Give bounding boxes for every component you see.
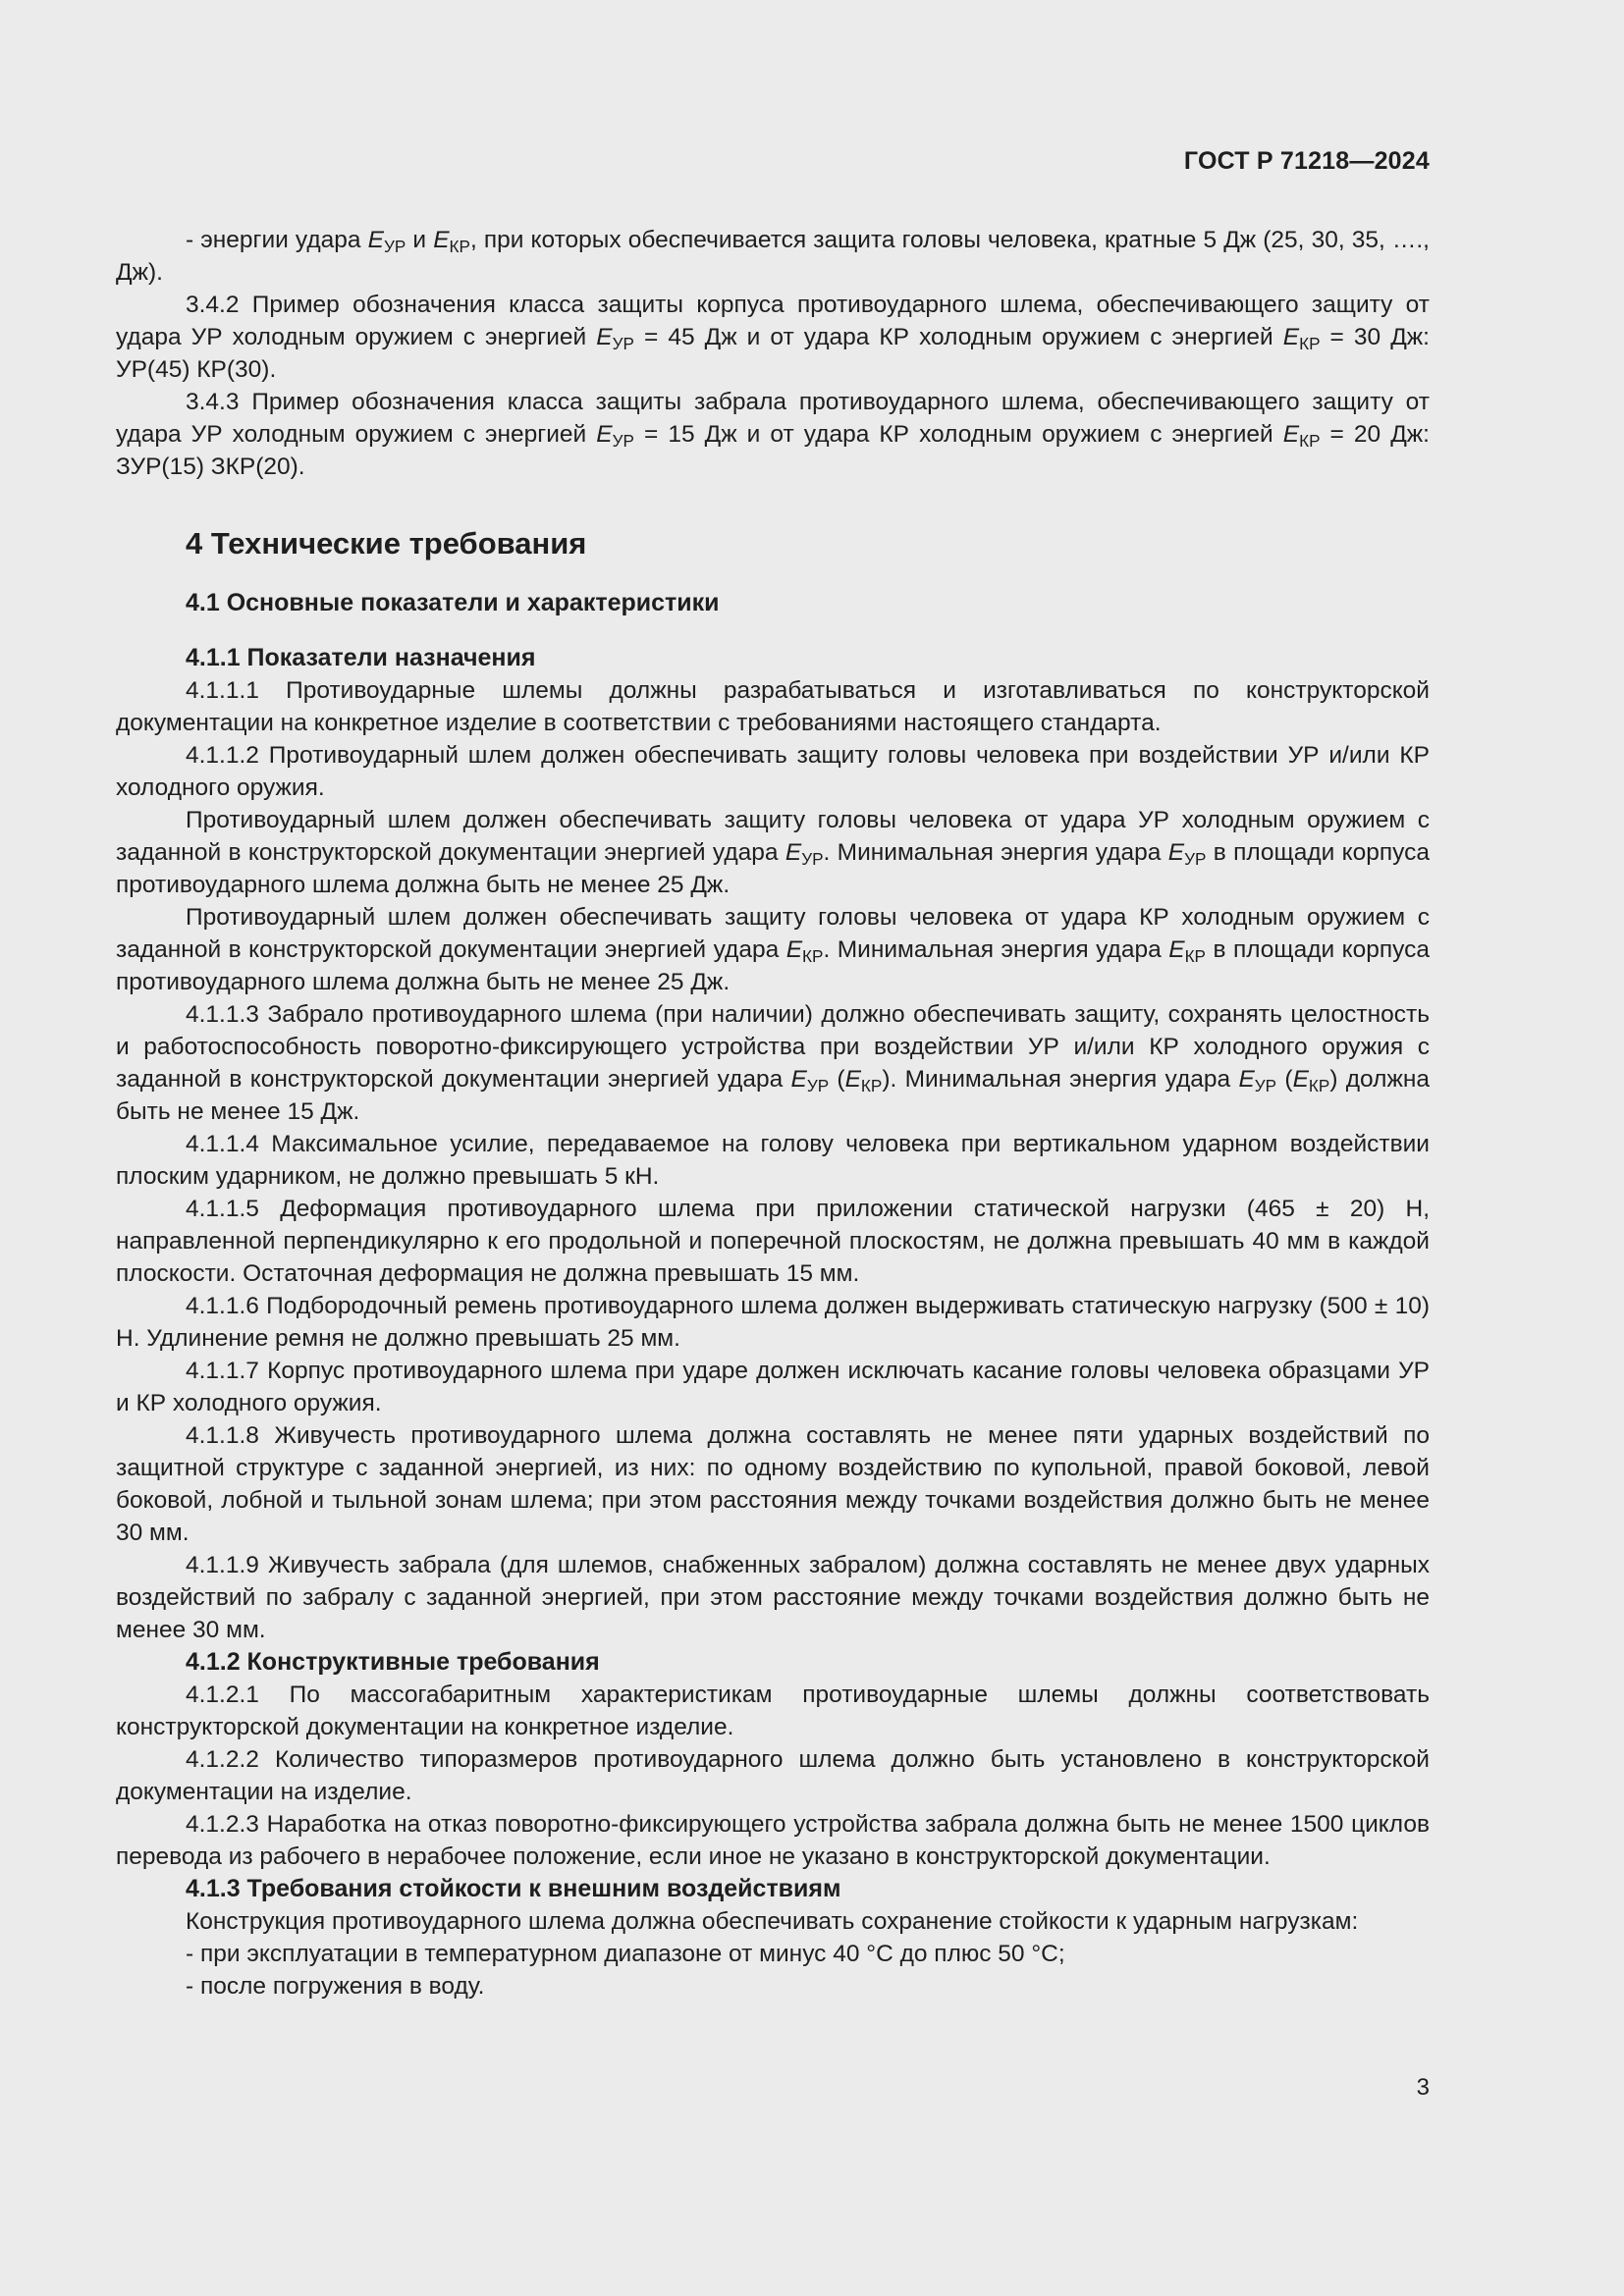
- symbol-e: E: [1167, 839, 1185, 866]
- subscript-kr: КР: [802, 945, 824, 966]
- symbol-e: E: [844, 1066, 861, 1093]
- paragraph-4-1-1-5: 4.1.1.5 Деформация противоударного шлема при приложении статической нагрузки (465 ± 20) Н, направленной перпендикулярно к его продольной и поперечной плоскостям, не должна превышать 40 мм в каждой плоскости. Остаточная деформация не должна превышать 15 мм.: [116, 1196, 1430, 1287]
- paragraph-4-1-2-2: 4.1.2.2 Количество типоразмеров противоударного шлема должно быть установлено в конструкторской документации на изделие.: [116, 1746, 1430, 1805]
- list-item-water: - после погружения в воду.: [186, 1973, 485, 2000]
- paragraph-3-4-3: 3.4.3 Пример обозначения класса защиты забрала противоударного шлема, обеспечивающего защиту от удара УР холодным оружием с энергией $E_{УР} = 15$ Дж и от удара КР холодным оружием с энергией $E_{КР} = 20$ Дж: ЗУР(15) ЗКР(20).: [116, 389, 1430, 480]
- paragraph-4-1-1-3: 4.1.1.3 Забрало противоударного шлема (при наличии) должно обеспечивать защиту, сохранять целостность и работоспособность поворотно-фиксирующего устройства при воздействии УР и/или КР холодного оружия с заданной в конструкторской документации энергией удара $E_{УР}$ $(E_{КР})$. Минимальная энергия удара $E_{УР}$ $(E_{КР})$ должна быть не менее 15 Дж.: [116, 1001, 1430, 1125]
- symbol-e: E: [596, 421, 613, 448]
- subsection-heading-4-1-1: 4.1.1 Показатели назначения: [186, 644, 536, 671]
- symbol-e: E: [596, 324, 613, 350]
- paragraph-ur-protection: Противоударный шлем должен обеспечивать защиту головы человека от удара УР холодным оружием с заданной в конструкторской документации энергией удара $E_{УР}$. Минимальная энергия удара $E_{УР}$ в площади корпуса противоударного шлема должна быть не менее 25 Дж.: [116, 807, 1431, 898]
- subsection-heading-4-1-2: 4.1.2 Конструктивные требования: [186, 1648, 600, 1676]
- subsection-heading-4-1-3: 4.1.3 Требования стойкости к внешним воздействиям: [186, 1875, 841, 1902]
- paragraph-4-1-1-2: 4.1.1.2 Противоударный шлем должен обеспечивать защиту головы человека при воздействии УР и/или КР холодного оружия.: [116, 742, 1430, 801]
- document-header-id: ГОСТ Р 71218—2024: [1183, 147, 1430, 175]
- subscript-ur: УР: [612, 333, 634, 353]
- symbol-e: E: [785, 936, 803, 963]
- paragraph-4-1-1-9: 4.1.1.9 Живучесть забрала (для шлемов, снабженных забралом) должна составлять не менее двух ударных воздействий по забралу с заданной энергией, при этом расстояние между точками воздействия должно быть не менее 30 мм.: [116, 1552, 1430, 1643]
- section-heading-4: 4 Технические требования: [186, 526, 587, 561]
- paragraph-4-1-1-4: 4.1.1.4 Максимальное усилие, передаваемое на голову человека при вертикальном ударном воздействии плоским ударником, не должно превышать 5 кН.: [116, 1131, 1430, 1190]
- symbol-e: E: [1168, 936, 1185, 963]
- subscript-kr: КР: [1299, 333, 1321, 353]
- paragraph-kr-protection: Противоударный шлем должен обеспечивать защиту головы человека от удара КР холодным оружием с заданной в конструкторской документации энергией удара $E_{КР}$. Минимальная энергия удара $E_{КР}$ в площади корпуса противоударного шлема должна быть не менее 25 Дж.: [116, 904, 1431, 995]
- page-number: 3: [1416, 2074, 1430, 2101]
- symbol-e: E: [1238, 1066, 1255, 1093]
- subscript-kr: КР: [860, 1075, 883, 1095]
- symbol-e: E: [785, 839, 802, 866]
- subscript-kr: КР: [449, 236, 470, 256]
- paragraph-4-1-2-1: 4.1.2.1 По массогабаритным характеристикам противоударные шлемы должны соответствовать конструкторской документации на конкретное изделие.: [116, 1682, 1430, 1740]
- subscript-ur: УР: [612, 430, 634, 451]
- paragraph-4-1-2-3: 4.1.2.3 Наработка на отказ поворотно-фиксирующего устройства забрала должна быть не менее 1500 циклов перевода из рабочего в нерабочее положение, если иное не указано в конструкторской документации.: [116, 1811, 1430, 1870]
- subsection-heading-4-1: 4.1 Основные показатели и характеристики: [186, 589, 720, 616]
- subscript-ur: УР: [383, 236, 406, 256]
- symbol-e: E: [790, 1066, 807, 1093]
- subscript-kr: КР: [1184, 945, 1206, 966]
- subscript-ur: УР: [801, 848, 824, 869]
- document-body: [116, 224, 1430, 2002]
- symbol-e: E: [367, 227, 384, 253]
- symbol-e: E: [1282, 324, 1300, 350]
- paragraph-4-1-1-7: 4.1.1.7 Корпус противоударного шлема при ударе должен исключать касание головы человека образцами УР и КР холодного оружия.: [116, 1358, 1430, 1416]
- subscript-ur: УР: [1184, 848, 1207, 869]
- paragraph-4-1-3: Конструкция противоударного шлема должна обеспечивать сохранение стойкости к ударным нагрузкам:: [186, 1908, 1359, 1935]
- paragraph-4-1-1-1: 4.1.1.1 Противоударные шлемы должны разрабатываться и изготавливаться по конструкторской документации на конкретное изделие в соответствии с требованиями настоящего стандарта.: [116, 677, 1430, 736]
- symbol-e: E: [433, 227, 450, 253]
- symbol-e: E: [1292, 1066, 1309, 1093]
- paragraph-4-1-1-8: 4.1.1.8 Живучесть противоударного шлема должна составлять не менее пяти ударных воздействий по защитной структуре с заданной энергией, из них: по одному воздействию по купольной, правой боковой, левой боковой, лобной и тыльной зонам шлема; при этом расстояния между точками воздействия должно быть не менее 30 мм.: [116, 1422, 1430, 1546]
- paragraph-3-4-2: 3.4.2 Пример обозначения класса защиты корпуса противоударного шлема, обеспечивающего защиту от удара УР холодным оружием с энергией $E_{УР} = 45$ Дж и от удара КР холодным оружием с энергией $E_{КР} = 30$ Дж: УР(45) КР(30).: [116, 292, 1430, 383]
- subscript-ur: УР: [806, 1075, 830, 1095]
- paragraph-4-1-1-6: 4.1.1.6 Подбородочный ремень противоударного шлема должен выдерживать статическую нагрузку (500 ± 10) Н. Удлинение ремня не должно превышать 25 мм.: [116, 1293, 1430, 1352]
- subscript-kr: КР: [1308, 1075, 1330, 1095]
- list-item-temperature: - при эксплуатации в температурном диапазоне от минус 40 °С до плюс 50 °С;: [186, 1941, 1065, 1967]
- symbol-e: E: [1282, 421, 1300, 448]
- subscript-ur: УР: [1254, 1075, 1277, 1095]
- paragraph-energy-multiples: - энергии удара $E_{УР}$ и $E_{КР}$, при которых обеспечивается защита головы человека, кратные 5 Дж (25, 30, 35, …., Дж).: [116, 227, 1430, 286]
- subscript-kr: КР: [1299, 430, 1321, 451]
